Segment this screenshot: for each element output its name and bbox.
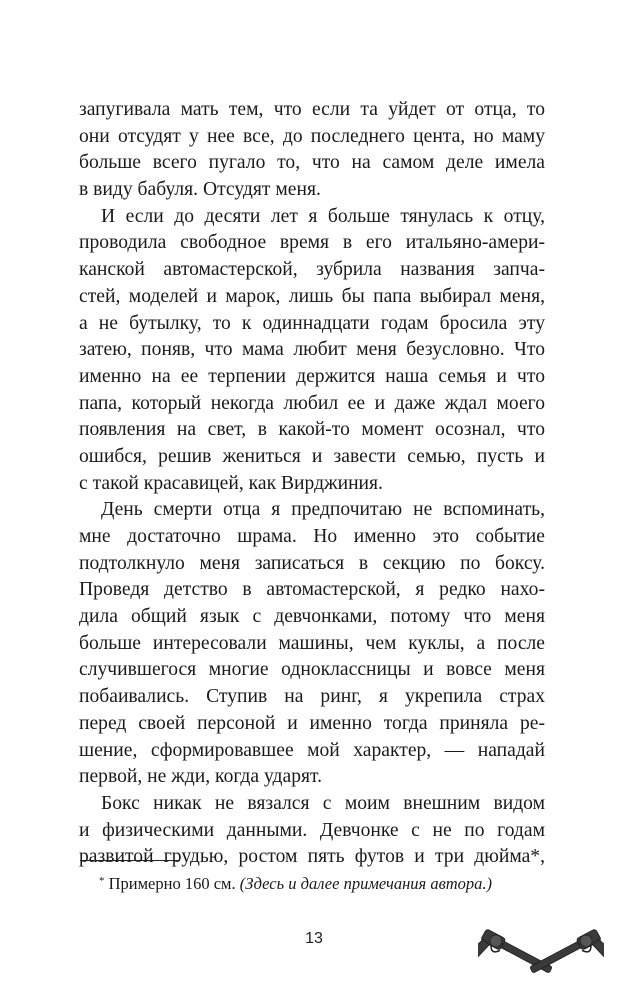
text-line: Проведя детство в автомастерской, я редко нахо- <box>79 579 545 601</box>
crossed-revolvers-icon <box>478 918 604 984</box>
text-line: стей, моделей и марок, лишь бы папа выбирал меня, <box>79 285 545 307</box>
text-line: первой, не жди, когда ударят. <box>79 766 323 788</box>
text-line: мне достаточно шрама. Но именно это событие <box>79 526 545 547</box>
footnote-note: (Здесь и далее примечания автора.) <box>239 874 493 893</box>
body-text <box>79 97 545 871</box>
footnote-marker: * <box>99 875 105 887</box>
text-line: ошибся, решив жениться и завести семью, пусть и <box>79 445 545 467</box>
text-line: перед своей персоной и именно тогда приняла ре- <box>79 712 545 734</box>
footnote-text: Примерно 160 см. <box>108 874 236 893</box>
text-line: дила общий язык с девчонками, потому что меня <box>79 606 545 628</box>
text-line: а не бутылку, то к одиннадцати годам бросила эту <box>79 312 545 334</box>
text-line: случившегося многие одноклассницы и вовсе меня <box>79 659 545 681</box>
text-line: именно на ее терпении держится наша семья и что <box>79 365 545 387</box>
text-line: папа, который некогда любил ее и даже ждал моего <box>79 392 545 414</box>
text-line: канской автомастерской, зубрила названия запча- <box>79 259 545 281</box>
text-line: больше всего пугало то, что на самом деле имела <box>79 152 545 174</box>
text-line: появления на свет, в какой-то момент осознал, что <box>79 419 545 441</box>
text-line: шение, сформировавшее мой характер, — нападай <box>79 739 545 761</box>
text-line: Бокс никак не вязался с моим внешним видом <box>101 792 545 814</box>
text-line: подтолкнуло меня записаться в секцию по боксу. <box>79 552 545 574</box>
text-line: затею, поняв, что мама любит меня безусловно. Что <box>79 339 545 361</box>
text-line: побаивались. Ступив на ринг, я укрепила страх <box>79 686 545 708</box>
text-line: в виду бабуля. Отсудят меня. <box>79 179 321 201</box>
text-line: с такой красавицей, как Вирджиния. <box>79 472 383 494</box>
text-line: И если до десяти лет я больше тянулась к отцу, <box>101 205 545 227</box>
page-number: 13 <box>305 930 323 947</box>
text-line: День смерти отца я предпочитаю не вспоминать, <box>101 499 545 521</box>
text-line: развитой грудью, ростом пять футов и три дюйма*, <box>79 846 545 868</box>
text-line: и физическими данными. Девчонке с не по годам <box>79 819 545 841</box>
text-line: проводила свободное время в его итальяно-амери- <box>79 232 545 254</box>
text-line: они отсудят у нее все, до последнего цента, но маму <box>79 125 545 147</box>
footnote <box>99 871 492 894</box>
text-line: запугивала мать тем, что если та уйдет от отца, то <box>79 99 545 120</box>
footnote-divider <box>80 860 180 861</box>
text-line: больше интересовали машины, чем куклы, а после <box>79 632 545 654</box>
